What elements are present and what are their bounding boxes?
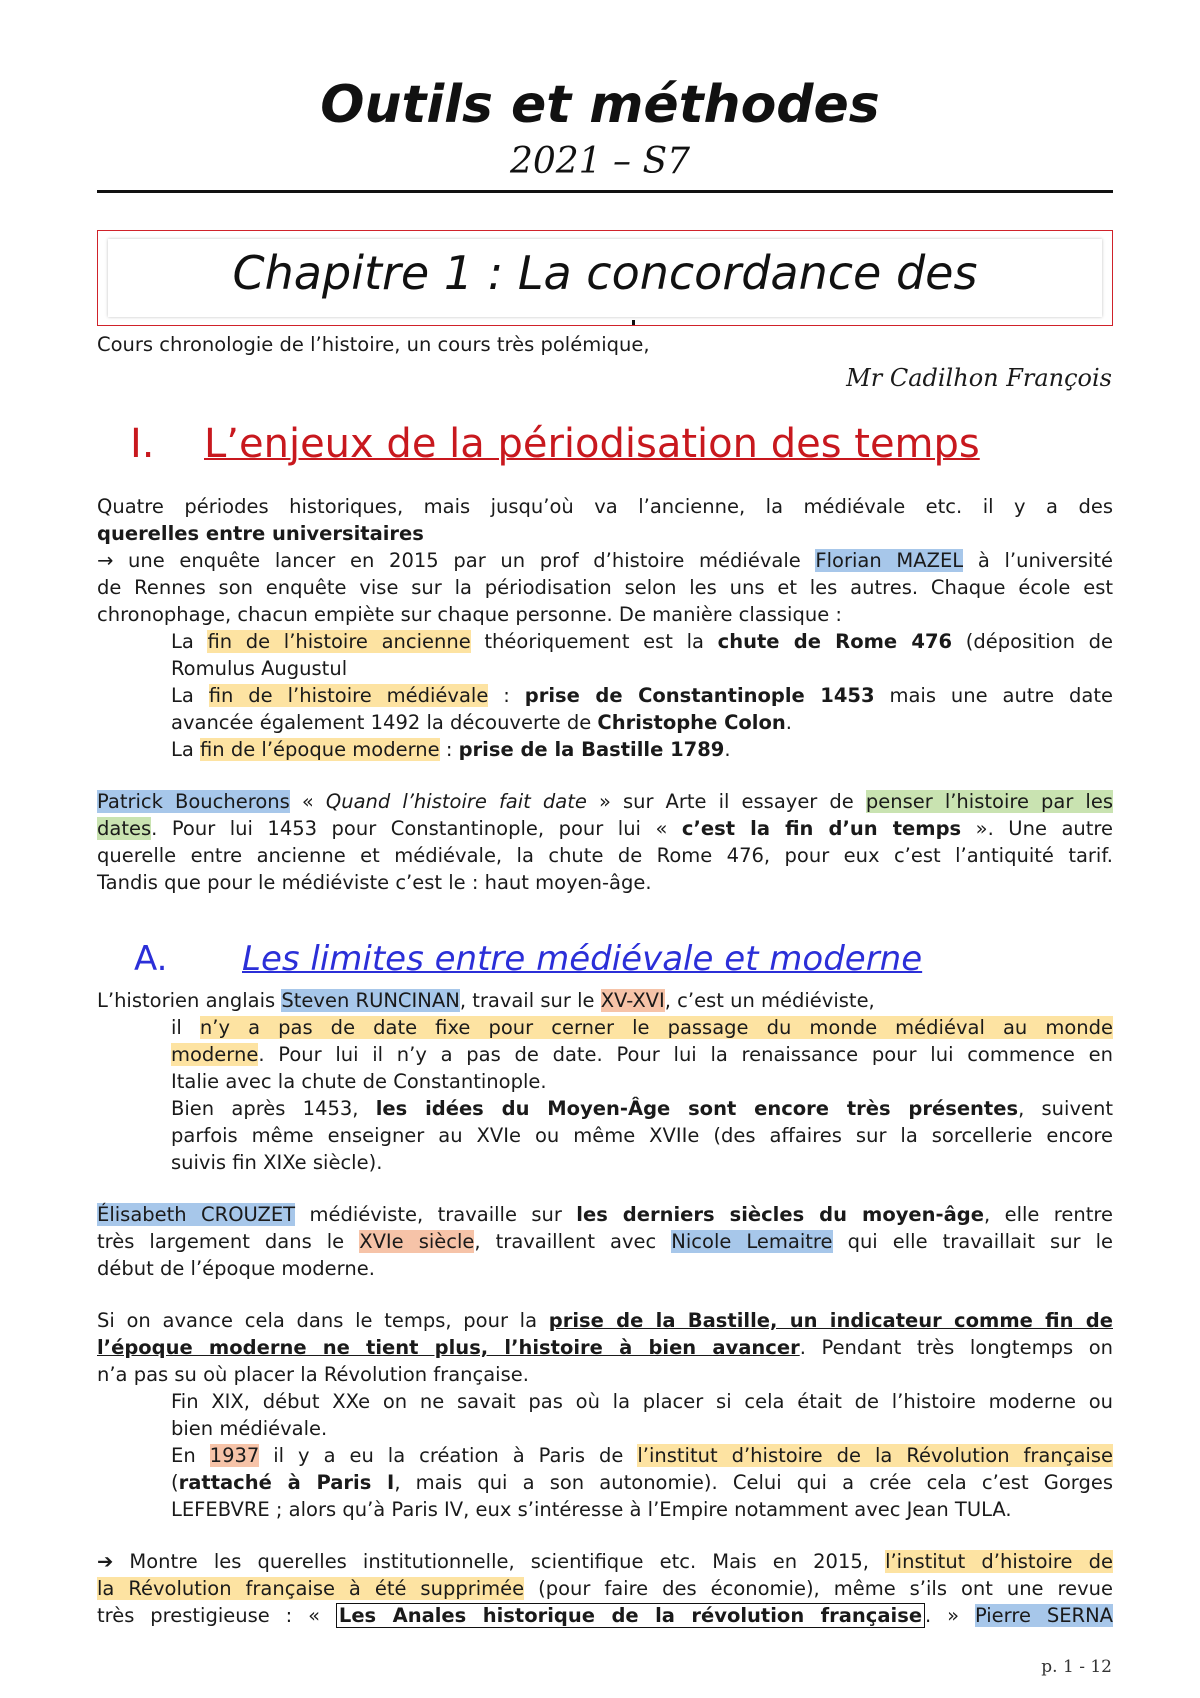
text-run: ( [171, 1471, 179, 1494]
section-heading-1 [130, 418, 980, 470]
paragraph-line [97, 547, 1113, 574]
bold-underline-text: prise de la Bastille, un indicateur comme fin de [548, 1309, 1113, 1332]
author-name: Mr Cadilhon François [846, 364, 1112, 392]
paragraph-line [97, 1548, 1113, 1575]
subsection-title: Les limites entre médiévale et moderne [242, 939, 923, 979]
text-run: ➔ Montre les querelles institutionnelle, scientifique etc. Mais en 2015, [97, 1550, 886, 1573]
paragraph-line [97, 1228, 1113, 1255]
highlight-text: fin de l’histoire médiévale [208, 684, 489, 707]
text-run: : [488, 684, 525, 707]
list-item-text: Fin XIX, début XXe on ne savait pas où la placer si cela était de l’histoire moderne ou [171, 1390, 1113, 1413]
title-divider [97, 190, 1113, 193]
paragraph-line: n’a pas su où placer la Révolution française. [97, 1363, 529, 1386]
text-run: très prestigieuse : « [97, 1604, 336, 1627]
section-title: L’enjeux de la périodisation des temps [204, 421, 980, 467]
list-item-text: suivis fin XIXe siècle). [171, 1151, 383, 1174]
text-run: « [289, 790, 326, 813]
subsection-heading-a [134, 936, 922, 982]
highlight-text: fin de l’histoire ancienne [207, 630, 471, 653]
bold-text: prise de Constantinople 1453 [524, 684, 875, 707]
list-item-text [171, 1095, 1113, 1122]
paragraph-line [97, 1201, 1113, 1228]
document-subtitle: 2021 – S7 [509, 141, 691, 182]
list-item-text: Italie avec la chute de Constantinople. [171, 1070, 547, 1093]
text-run: , elle rentre [983, 1203, 1113, 1226]
chapter-title-box [97, 230, 1113, 326]
highlight-text: n’y a pas de date fixe pour cerner le passage du monde médiéval au monde [199, 1016, 1113, 1039]
list-item-text [171, 1442, 1113, 1469]
bold-text: querelles entre universitaires [97, 522, 424, 545]
text-run: . [785, 711, 792, 734]
list-item-text: LEFEBVRE ; alors qu’à Paris IV, eux s’intéresse à l’Empire notamment avec Jean TULA. [171, 1498, 1012, 1521]
list-item-text: parfois même enseigner au XVIe ou même XVIIe (des affaires sur la sorcellerie encore [171, 1124, 1113, 1147]
text-run: , travail sur le [459, 989, 601, 1012]
paragraph-line: Tandis que pour le médiéviste c’est le : haut moyen-âge. [97, 871, 652, 894]
paragraph-line [97, 788, 1113, 815]
paragraph-line [97, 1575, 1113, 1602]
bold-text: les idées du Moyen-Âge sont encore très présentes [375, 1097, 1019, 1120]
text-run: très largement dans le [97, 1230, 360, 1253]
highlight-person: Florian MAZEL [815, 549, 964, 572]
highlight-person: Élisabeth CROUZET [97, 1203, 296, 1226]
paragraph-line [97, 1334, 1113, 1361]
list-item-text [171, 682, 1113, 709]
text-run: . Pour lui il n’y a pas de date. Pour lui la renaissance pour lui commence en [258, 1043, 1113, 1066]
text-run: mais une autre date [874, 684, 1113, 707]
bold-text: les derniers siècles du moyen-âge [576, 1203, 984, 1226]
paragraph-line [97, 815, 1113, 842]
list-item-text [171, 709, 1113, 736]
text-run: avancée également 1492 la découverte de [171, 711, 598, 734]
bold-underline-text: l’époque moderne ne tient plus, l’histoire à bien avancer [97, 1336, 800, 1359]
chapter-title: Chapitre 1 : La concordance des [232, 246, 978, 300]
document-title: Outils et méthodes [320, 75, 880, 135]
list-item-text [171, 1014, 1113, 1041]
text-run: médiéviste, travaille sur [295, 1203, 577, 1226]
page-number: p. 1 - 12 [1041, 1657, 1112, 1677]
bold-text: chute de Rome 476 [717, 630, 953, 653]
highlight-text: l’institut d’histoire de [885, 1550, 1113, 1573]
paragraph-line [97, 1602, 1113, 1629]
bold-text: prise de la Bastille 1789 [458, 738, 725, 761]
text-run: Si on avance cela dans le temps, pour la [97, 1309, 549, 1332]
text-run: → une enquête lancer en 2015 par un prof d’histoire médiévale [97, 549, 816, 572]
paragraph-line: chronophage, chacun empiète sur chaque personne. De manière classique : [97, 603, 842, 626]
boxed-review-title: Les Anales historique de la révolution française [336, 1603, 925, 1628]
list-item-text: Romulus Augustul [171, 657, 348, 680]
text-run: . [724, 738, 731, 761]
text-run: La [171, 630, 208, 653]
highlight-person: Patrick Boucherons [97, 790, 290, 813]
paragraph-line: Quatre périodes historiques, mais jusqu’où va l’ancienne, la médiévale etc. il y a des [97, 495, 1113, 518]
text-run: qui elle travaillait sur le [832, 1230, 1114, 1253]
highlight-text: fin de l’époque moderne [200, 738, 440, 761]
text-run: : [439, 738, 459, 761]
paragraph-line [97, 520, 1113, 547]
highlight-person: Pierre SERNA [974, 1604, 1113, 1627]
bold-text: c’est la fin d’un temps [681, 817, 962, 840]
text-run: il y a eu la création à Paris de [259, 1444, 638, 1467]
text-run: , travaillent avec [474, 1230, 672, 1253]
text-run: ». Une autre [961, 817, 1113, 840]
text-run: , c’est un médiéviste, [664, 989, 875, 1012]
highlight-text: moderne [171, 1043, 259, 1066]
list-item-text: bien médiévale. [171, 1417, 328, 1440]
list-item-text [171, 736, 1113, 763]
highlight-concept: dates [97, 817, 152, 840]
bold-text: rattaché à Paris I [178, 1471, 395, 1494]
text-run: En [171, 1444, 210, 1467]
text-run: L’historien anglais [97, 989, 282, 1012]
paragraph-line: querelle entre ancienne et médiévale, la chute de Rome 476, pour eux c’est l’antiquité tarif. [97, 844, 1113, 867]
paragraph-line [97, 1307, 1113, 1334]
highlight-date: 1937 [209, 1444, 260, 1467]
text-run: théoriquement est la [470, 630, 718, 653]
list-item-text [171, 1469, 1113, 1496]
highlight-text: l’institut d’histoire de la Révolution française [637, 1444, 1113, 1467]
text-run: il [171, 1016, 200, 1039]
list-item-text [171, 628, 1113, 655]
text-run: Bien après 1453, [171, 1097, 376, 1120]
bold-text: Christophe Colon [597, 711, 786, 734]
highlight-person: Nicole Lemaitre [671, 1230, 833, 1253]
text-run: à l’université [963, 549, 1113, 572]
paragraph-line: de Rennes son enquête vise sur la périodisation selon les uns et les autres. Chaque école est [97, 576, 1113, 599]
highlight-person: Steven RUNCINAN [281, 989, 460, 1012]
text-run: » sur Arte il essayer de [586, 790, 866, 813]
text-run: , mais qui a son autonomie). Celui qui a crée cela c’est Gorges [394, 1471, 1113, 1494]
italic-text: Quand l’histoire fait date [325, 790, 587, 813]
text-run: La [171, 738, 201, 761]
chapter-title-inner [108, 239, 1102, 317]
course-description: Cours chronologie de l’histoire, un cours très polémique, [97, 333, 650, 356]
section-number: I. [130, 421, 155, 467]
text-run: (pour faire des économie), même s’ils ont une revue [524, 1577, 1113, 1600]
highlight-date: XV-XVI [600, 989, 665, 1012]
text-run: , suivent [1018, 1097, 1113, 1120]
chapter-title-clipped-mark [632, 320, 635, 326]
list-item-text [171, 1041, 1113, 1068]
text-run: (déposition de [952, 630, 1113, 653]
highlight-concept: penser l’histoire par les [865, 790, 1114, 813]
paragraph-line: début de l’époque moderne. [97, 1257, 375, 1280]
highlight-text: la Révolution française à été supprimée [97, 1577, 525, 1600]
text-run: . Pendant très longtemps on [799, 1336, 1113, 1359]
subsection-number: A. [134, 939, 168, 979]
text-run: La [171, 684, 209, 707]
highlight-date: XVIe siècle [359, 1230, 475, 1253]
paragraph-line [97, 987, 1113, 1014]
text-run: . » [925, 1604, 975, 1627]
text-run: . Pour lui 1453 pour Constantinople, pour lui « [151, 817, 682, 840]
